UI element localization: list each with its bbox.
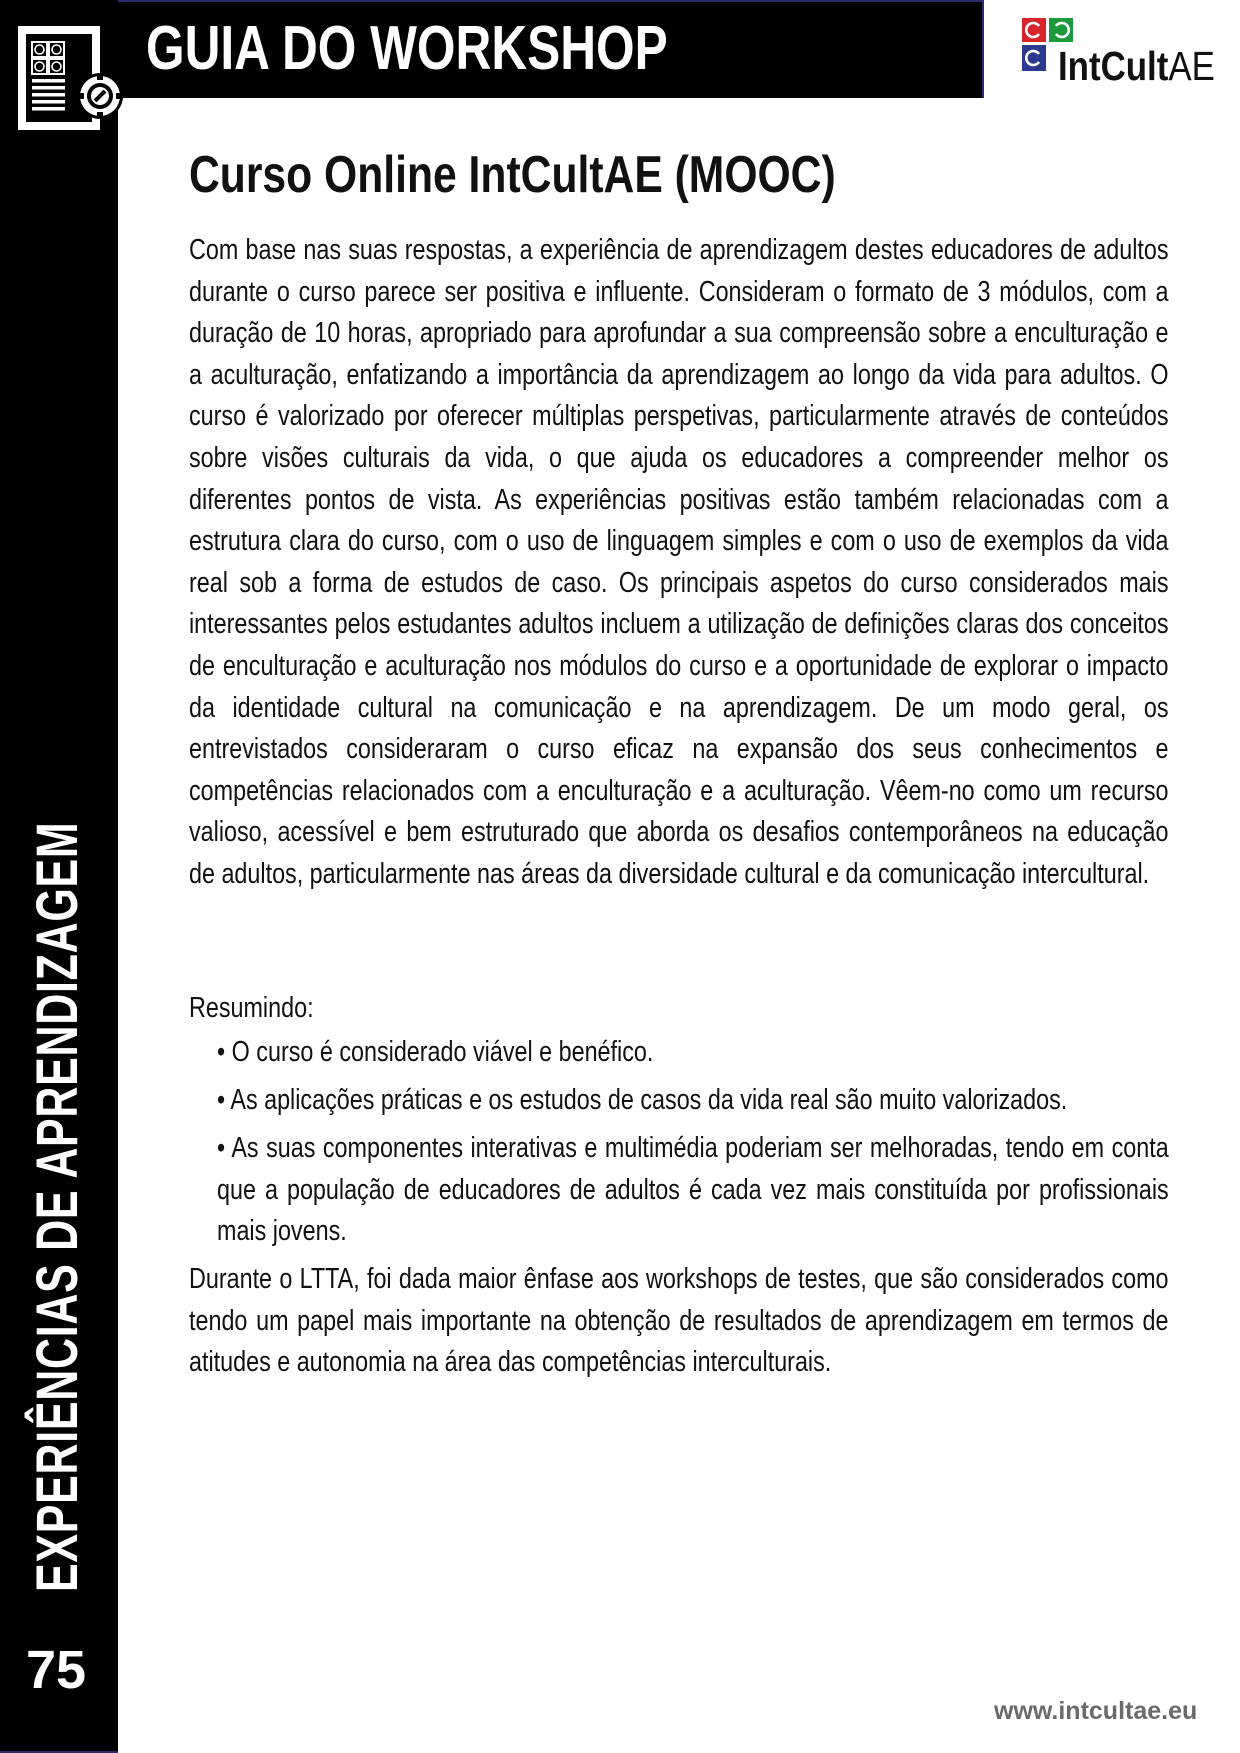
list-item-text: • As aplicações práticas e os estudos de casos da vida real são muito valorizados. xyxy=(217,1084,1068,1116)
intcultae-logo xyxy=(1022,18,1222,90)
closing-paragraph xyxy=(189,1259,1169,1384)
logo-text-bold: IntCult xyxy=(1058,43,1169,89)
workshop-guide-icon xyxy=(18,26,124,130)
website-link[interactable]: www.intcultae.eu xyxy=(994,1697,1198,1725)
summary-label xyxy=(189,988,1169,1032)
closing-paragraph-text: Durante o LTTA, foi dada maior ênfase aos workshops de testes, que são considerados como tendo um papel mais importante na obtenção de resultados de aprendizagem em termos de atitudes e autonomia na área das competências interculturais. xyxy=(189,1263,1169,1379)
body-paragraph-text: Com base nas suas respostas, a experiência de aprendizagem destes educadores de adultos durante o curso parece ser positiva e influente. Consideram o formato de 3 módulos, com a duração de 10 horas, apropriado para aprofundar a sua compreensão sobre a enculturação e a aculturação, enfatizando a importância da aprendizagem ao longo da vida para adultos. O curso é valorizado por oferecer múltiplas perspetivas, particularmente através de conteúdos sobre visões culturais da vida, o que ajuda os educadores a compreender melhor os diferentes pontos de vista. As experiências positivas estão também relacionadas com a estrutura clara do curso, com o uso de linguagem simples e com o uso de exemplos da vida real sob a forma de estudos de caso. Os principais aspetos do curso considerados mais interessantes pelos estudantes adultos incluem a utilização de definições claras dos conceitos de enculturação e aculturação nos módulos do curso e a oportunidade de explorar o impacto da identidade cultural na comunicação e na aprendizagem. De um modo geral, os entrevistados consideraram o curso eficaz na expansão dos seus conhecimentos e competências relacionados com a enculturação e a aculturação. Vêem-no como um recurso valioso, acessível e bem estruturado que aborda os desafios contemporâneos na educação de adultos, particularmente nas áreas da diversidade cultural e da comunicação intercultural. xyxy=(189,234,1169,890)
list-item-text: • As suas componentes interativas e multimédia poderiam ser melhoradas, tendo em conta que a população de educadores de adultos é cada vez mais constituída por profissionais mais jovens. xyxy=(217,1132,1169,1248)
logo-wordmark xyxy=(1058,44,1215,88)
page-title: Curso Online IntCultAE (MOOC) xyxy=(189,146,836,204)
gear-wrench-icon xyxy=(77,73,123,119)
body-paragraph xyxy=(189,230,1169,978)
list-item xyxy=(217,1128,1169,1253)
list-item xyxy=(217,1032,1169,1074)
summary-label-text: Resumindo: xyxy=(189,992,314,1024)
page-number: 75 xyxy=(26,1640,87,1700)
logo-text-light: AE xyxy=(1168,43,1215,89)
list-item-text: • O curso é considerado viável e benéfico. xyxy=(217,1036,654,1068)
header-title: GUIA DO WORKSHOP xyxy=(146,14,668,83)
main-content xyxy=(189,140,1169,1384)
section-label: EXPERIÊNCIAS DE APRENDIZAGEM xyxy=(25,821,90,1592)
list-item xyxy=(217,1080,1169,1122)
summary-list xyxy=(189,1032,1169,1253)
